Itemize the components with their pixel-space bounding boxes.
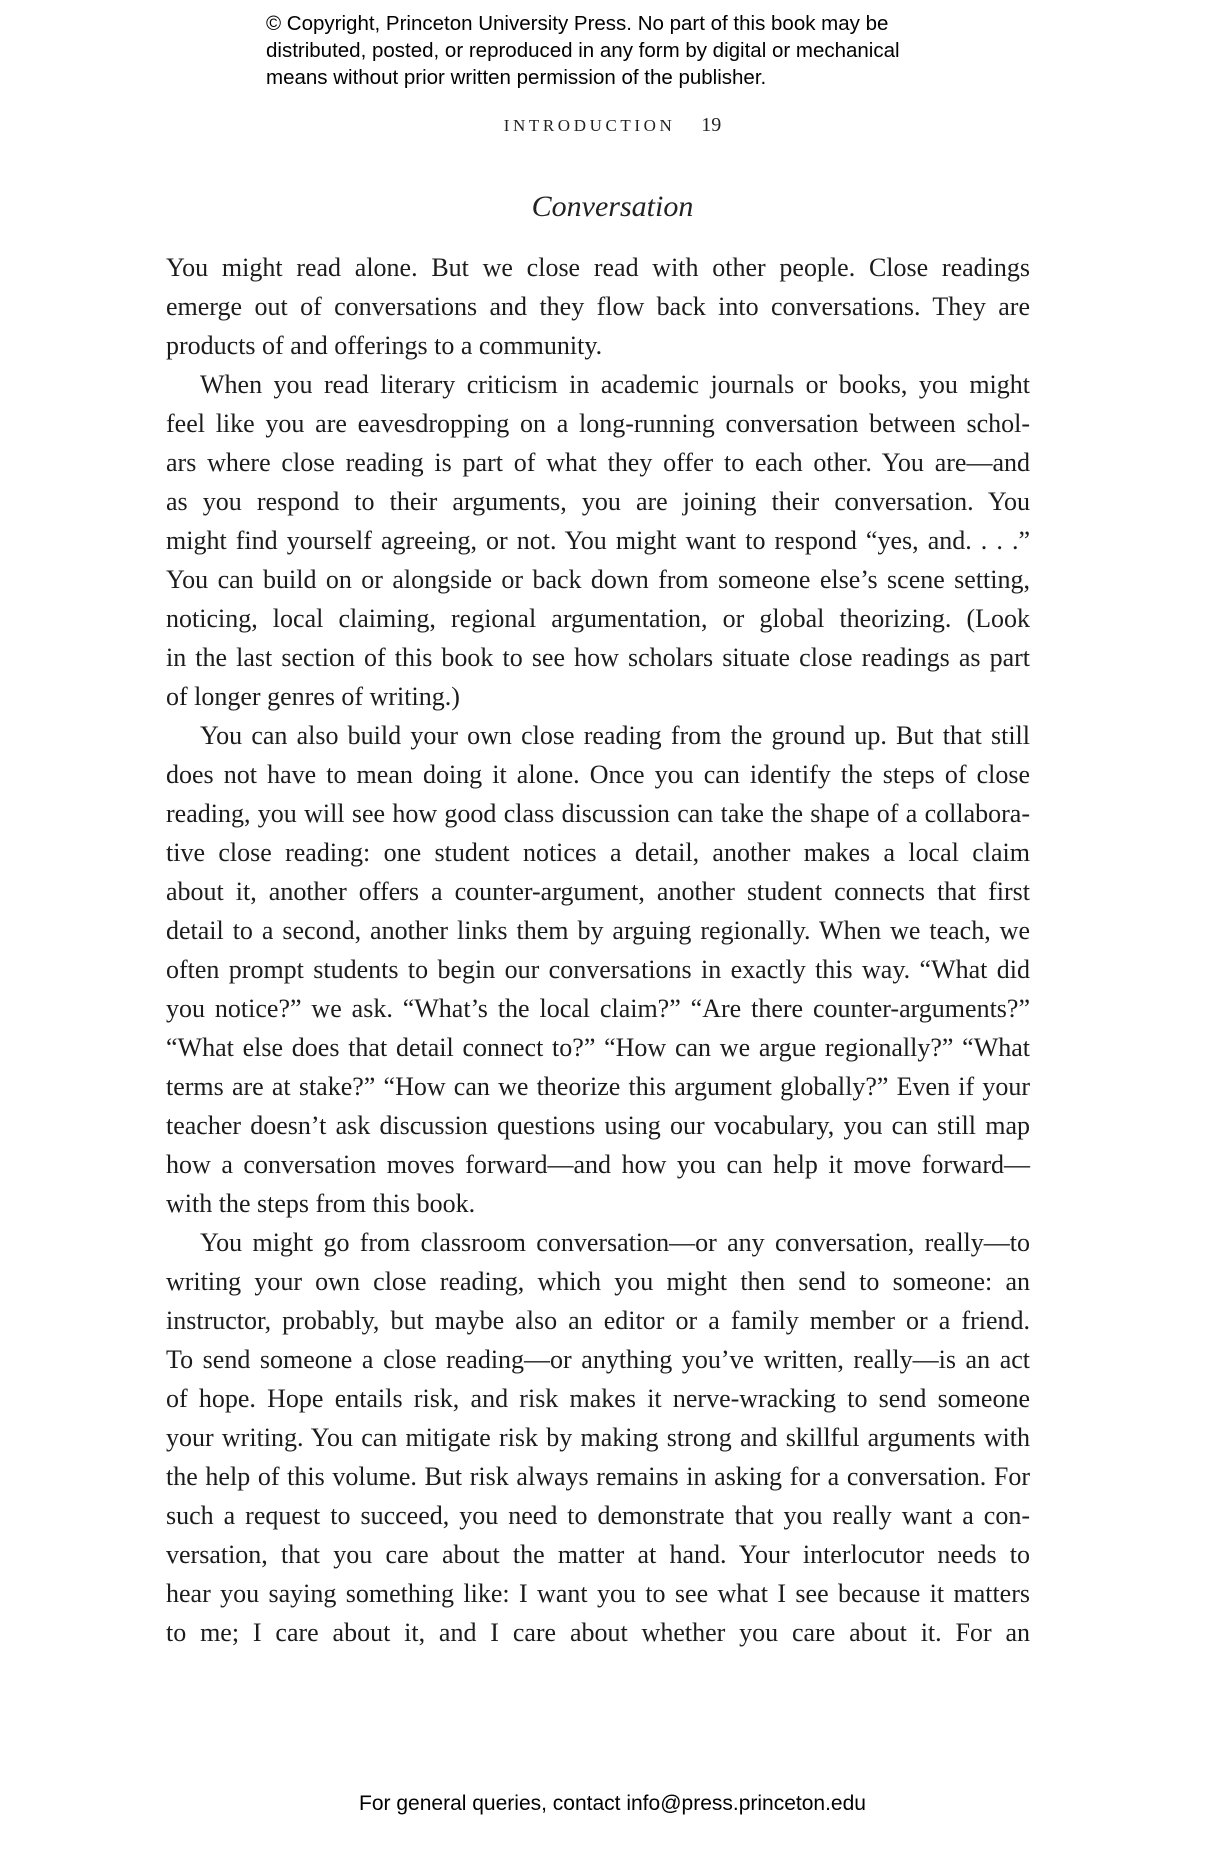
paragraph-line: does not have to mean doing it alone. Once you can identify the steps of close [166, 760, 1030, 789]
paragraph [166, 716, 1030, 1223]
paragraph-line: as you respond to their arguments, you are joining their conversation. You [166, 487, 1030, 516]
copyright-line: means without prior written permission of the publisher. [266, 66, 767, 89]
paragraph-line: how a conversation moves forward—and how you can help it move forward— [166, 1150, 1030, 1179]
copyright-notice [266, 10, 1006, 91]
paragraph-line: often prompt students to begin our conversations in exactly this way. “What did [166, 955, 1030, 984]
footer-contact: For general queries, contact info@press.princeton.edu [359, 1792, 866, 1815]
paragraph-line: writing your own close reading, which you might then send to someone: an [166, 1267, 1030, 1296]
paragraph-line: ars where close reading is part of what they offer to each other. You are—and [166, 448, 1030, 477]
copyright-line: © Copyright, Princeton University Press. No part of this book may be [266, 12, 889, 35]
section-title: Conversation [531, 190, 694, 223]
copyright-line: distributed, posted, or reproduced in any form by digital or mechanical [266, 39, 900, 62]
paragraph-line: to me; I care about it, and I care about whether you care about it. For an [166, 1618, 1030, 1647]
paragraph-line: reading, you will see how good class discussion can take the shape of a collabora- [166, 799, 1030, 828]
paragraph-line: tive close reading: one student notices a detail, another makes a local claim [166, 838, 1030, 867]
paragraph-line: detail to a second, another links them by arguing regionally. When we teach, we [166, 916, 1030, 945]
paragraph-line: You might read alone. But we close read with other people. Close readings [166, 253, 1030, 282]
paragraph-line: of longer genres of writing.) [166, 682, 460, 711]
paragraph [166, 1223, 1030, 1652]
paragraph-line: of hope. Hope entails risk, and risk makes it nerve-wracking to send someone [166, 1384, 1030, 1413]
paragraph-line: with the steps from this book. [166, 1189, 476, 1218]
paragraph-line: the help of this volume. But risk always remains in asking for a conversation. For [166, 1462, 1030, 1491]
paragraph [166, 248, 1030, 365]
paragraph-line: such a request to succeed, you need to demonstrate that you really want a con- [166, 1501, 1030, 1530]
paragraph-line: about it, another offers a counter-argument, another student connects that first [166, 877, 1030, 906]
paragraph-line: hear you saying something like: I want you to see what I see because it matters [166, 1579, 1030, 1608]
paragraph-line: instructor, probably, but maybe also an editor or a family member or a friend. [166, 1306, 1030, 1335]
paragraph [166, 365, 1030, 716]
running-head-section: INTRODUCTION [503, 116, 676, 135]
paragraph-line: your writing. You can mitigate risk by making strong and skillful arguments with [166, 1423, 1030, 1452]
paragraph-line: feel like you are eavesdropping on a long-running conversation between schol- [166, 409, 1030, 438]
running-head [0, 114, 1225, 137]
paragraph-line: When you read literary criticism in academic journals or books, you might [200, 370, 1030, 399]
paragraph-line: You might go from classroom conversation—or any conversation, really—to [200, 1228, 1030, 1257]
paragraph-line: versation, that you care about the matter at hand. Your interlocutor needs to [166, 1540, 1030, 1569]
paragraph-line: You can also build your own close reading from the ground up. But that still [200, 721, 1030, 750]
paragraph-line: “What else does that detail connect to?” “How can we argue regionally?” “What [166, 1033, 1030, 1062]
page-number: 19 [701, 114, 722, 136]
paragraph-line: in the last section of this book to see how scholars situate close readings as part [166, 643, 1030, 672]
paragraph-line: products of and offerings to a community. [166, 331, 603, 360]
paragraph-line: might find yourself agreeing, or not. You might want to respond “yes, and. . . .” [166, 526, 1030, 555]
paragraph-line: noticing, local claiming, regional argumentation, or global theorizing. (Look [166, 604, 1030, 633]
paragraph-line: terms are at stake?” “How can we theorize this argument globally?” Even if your [166, 1072, 1030, 1101]
paragraph-line: you notice?” we ask. “What’s the local claim?” “Are there counter-arguments?” [166, 994, 1030, 1023]
paragraph-line: You can build on or alongside or back down from someone else’s scene setting, [166, 565, 1030, 594]
paragraph-line: emerge out of conversations and they flow back into conversations. They are [166, 292, 1030, 321]
paragraph-line: teacher doesn’t ask discussion questions using our vocabulary, you can still map [166, 1111, 1030, 1140]
body-text [166, 248, 1030, 1652]
paragraph-line: To send someone a close reading—or anything you’ve written, really—is an act [166, 1345, 1030, 1374]
